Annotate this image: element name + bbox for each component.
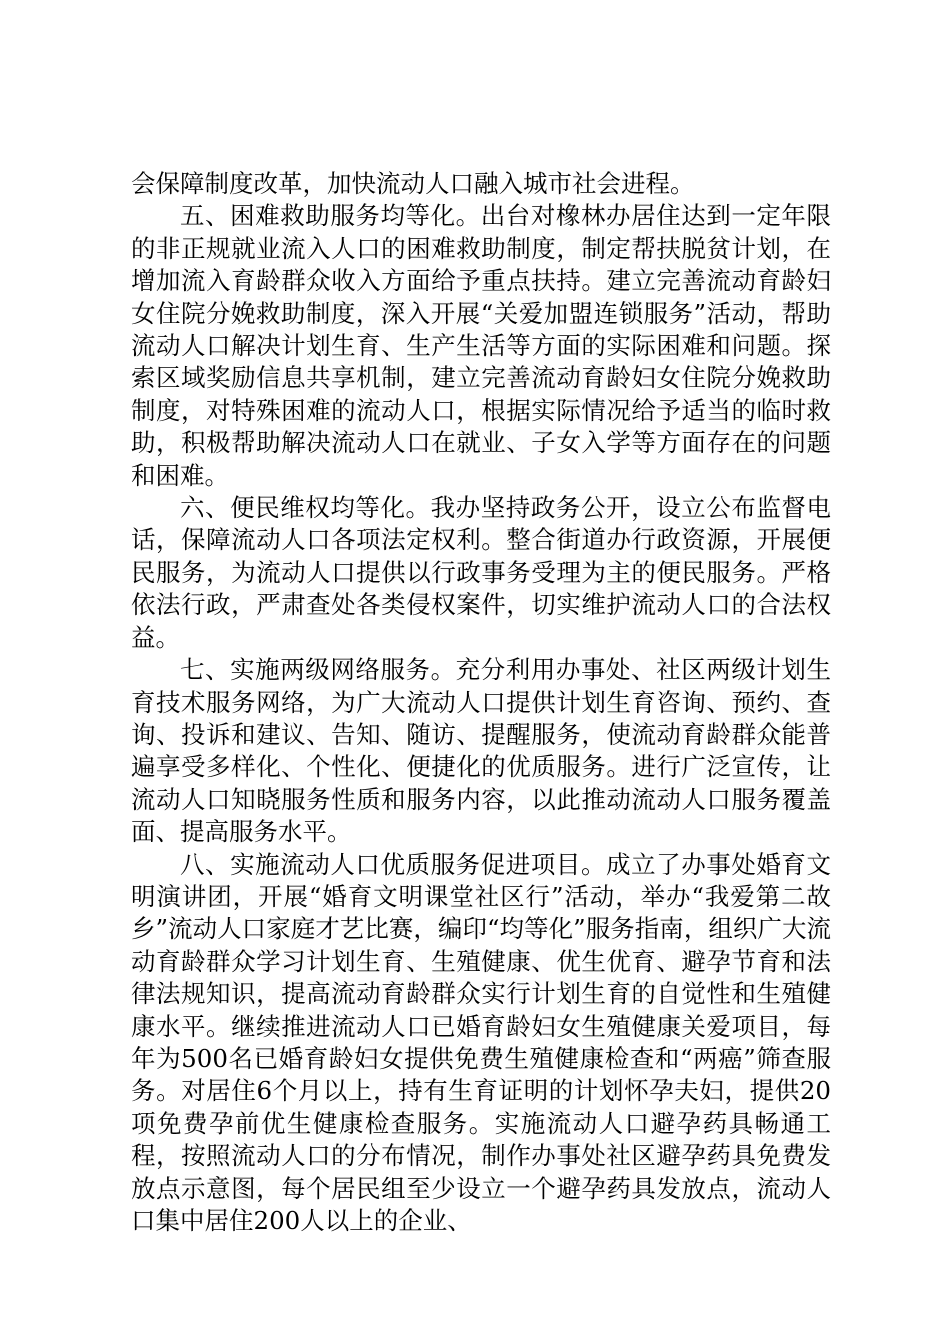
paragraph-quality-service-project: 八、实施流动人口优质服务促进项目。成立了办事处婚育文明演讲团，开展“婚育文明课堂社区行”活动，举办“我爱第二故乡”流动人口家庭才艺比赛，编印“均等化”服务指南，组织广大流动育龄群众学习计划生育、生殖健康、优生优育、避孕节育和法律法规知识，提高流动育龄群众实行计划生育的自觉性和生殖健康水平。继续推进流动人口已婚育龄妇女生殖健康关爱项目，每年为500名已婚育龄妇女提供免费生殖健康检查和“两癌”筛查服务。对居住6个月以上，持有生育证明的计划怀孕夫妇，提供20项免费孕前优生健康检查服务。实施流动人口避孕药具畅通工程，按照流动人口的分布情况，制作办事处社区避孕药具免费发放点示意图，每个居民组至少设立一个避孕药具发放点，流动人口集中居住200人以上的企业、 bbox=[131, 849, 831, 1235]
document-page bbox=[131, 168, 831, 1237]
paragraph-continuation: 会保障制度改革，加快流动人口融入城市社会进程。 bbox=[131, 169, 695, 198]
paragraph-hardship-assistance: 五、困难救助服务均等化。出台对橡林办居住达到一定年限的非正规就业流入人口的困难救助制度，制定帮扶脱贫计划，在增加流入育龄群众收入方面给予重点扶持。建立完善流动育龄妇女住院分娩救助制度，深入开展“关爱加盟连锁服务”活动，帮助流动人口解决计划生育、生产生活等方面的实际困难和问题。探索区域奖励信息共享机制，建立完善流动育龄妇女住院分娩救助制度，对特殊困难的流动人口，根据实际情况给予适当的临时救助，积极帮助解决流动人口在就业、子女入学等方面存在的问题和困难。 bbox=[131, 201, 831, 490]
paragraph-convenience-rights: 六、便民维权均等化。我办坚持政务公开，设立公布监督电话，保障流动人口各项法定权利。整合街道办行政资源，开展便民服务，为流动人口提供以行政事务受理为主的便民服务。严格依法行政，严肃查处各类侵权案件，切实维护流动人口的合法权益。 bbox=[131, 493, 831, 652]
paragraph-two-level-network: 七、实施两级网络服务。充分利用办事处、社区两级计划生育技术服务网络，为广大流动人口提供计划生育咨询、预约、查询、投诉和建议、告知、随访、提醒服务，使流动育龄群众能普遍享受多样化、个性化、便捷化的优质服务。进行广泛宣传，让流动人口知晓服务性质和服务内容，以此推动流动人口服务覆盖面、提高服务水平。 bbox=[131, 655, 831, 847]
